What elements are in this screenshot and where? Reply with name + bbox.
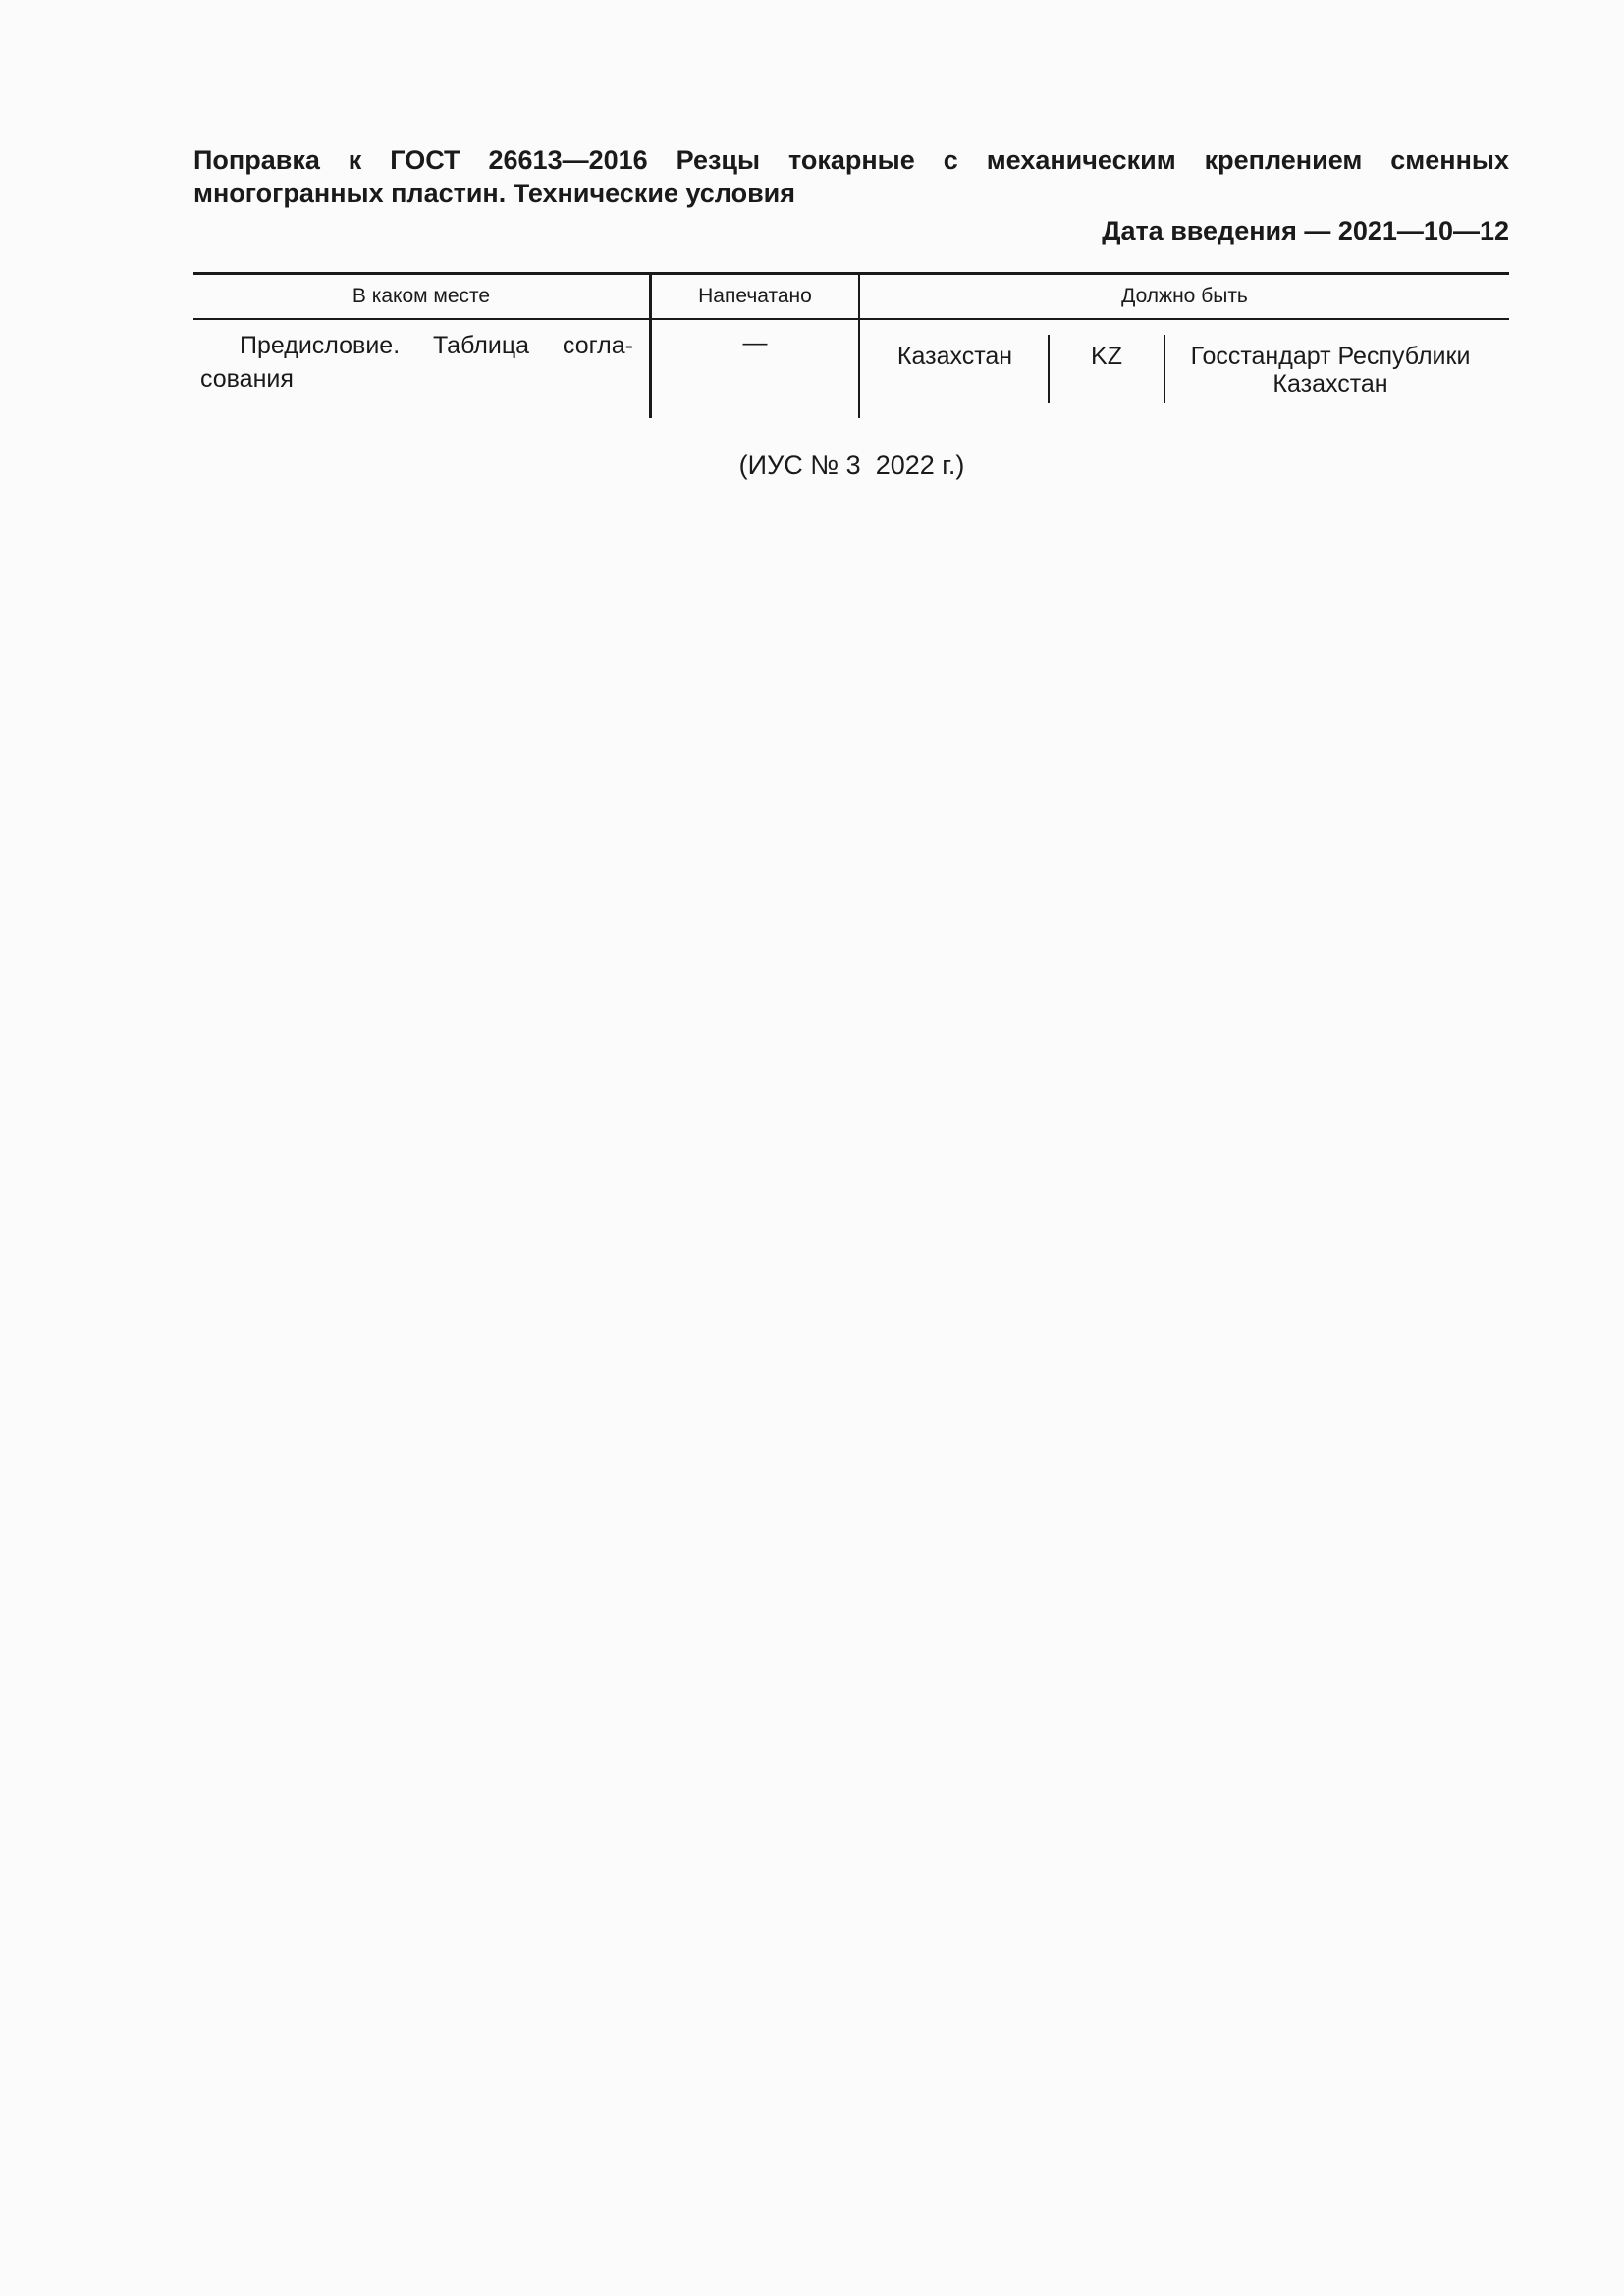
issue-reference: (ИУС № 3 2022 г.)	[738, 451, 965, 480]
cell-printed: —	[742, 329, 768, 356]
cell-code: KZ	[1091, 343, 1122, 370]
document-title: Поправка к ГОСТ 26613—2016 Резцы токарные с механическим креплением сменных многогранных пластин. Технические условия	[193, 145, 1509, 208]
header-should-be: Должно быть	[1121, 285, 1248, 307]
header-place: В каком месте	[352, 285, 491, 307]
cell-authority-line-2: Казахстан	[1272, 370, 1388, 398]
cell-place-line-2: сования	[200, 365, 294, 393]
table-header-rule	[193, 318, 1509, 320]
header-printed: Напечатано	[698, 285, 812, 307]
introduction-date: Дата введения — 2021—10—12	[1102, 216, 1509, 245]
table-top-rule	[193, 272, 1509, 275]
cell-country: Казахстан	[896, 343, 1013, 370]
cell-place-line-1: Предисловие. Таблица согла-	[240, 332, 633, 359]
cell-authority-line-1: Госстандарт Республики	[1190, 343, 1471, 370]
